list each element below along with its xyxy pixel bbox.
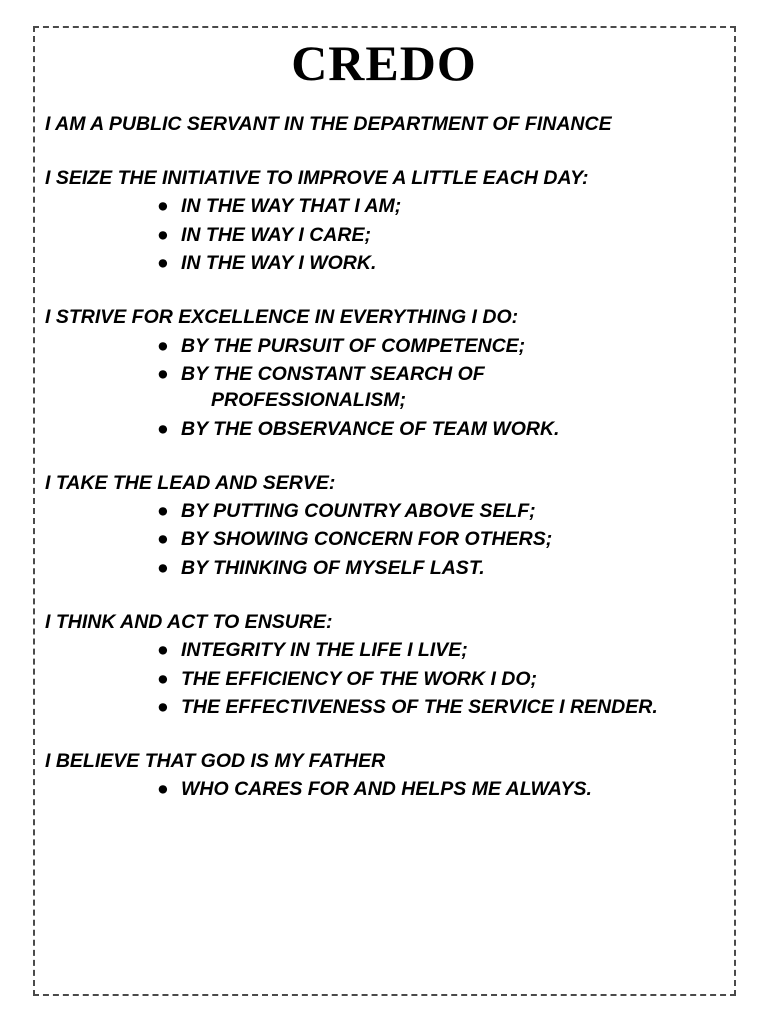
section-initiative [45,164,735,278]
list-item: ● BY THINKING OF MYSELF LAST. [45,554,735,582]
section-think-and-act [45,608,735,722]
bullet-icon: ● [157,696,169,719]
section-excellence [45,303,735,443]
list-item: ● BY SHOWING CONCERN FOR OTHERS; [45,525,735,553]
list-item: ● THE EFFICIENCY OF THE WORK I DO; [45,665,735,693]
list-item: ● IN THE WAY THAT I AM; [45,192,735,220]
bullet-icon: ● [157,556,169,579]
list-item: ● IN THE WAY I CARE; [45,221,735,249]
bullet-icon: ● [157,223,169,246]
list-item: ● THE EFFECTIVENESS OF THE SERVICE I RENDER. [45,693,735,721]
statement-public-servant: I AM A PUBLIC SERVANT IN THE DEPARTMENT OF FINANCE [45,113,612,135]
bullet-icon: ● [157,417,169,440]
section-heading: I THINK AND ACT TO ENSURE: [45,610,333,633]
bullet-icon: ● [157,778,169,801]
list-item: ● BY THE CONSTANT SEARCH OF [45,360,735,388]
section-heading: I SEIZE THE INITIATIVE TO IMPROVE A LITTLE EACH DAY: [45,166,589,189]
list-item: ● BY THE PURSUIT OF COMPETENCE; [45,332,735,360]
bullet-icon: ● [157,639,169,662]
bullet-icon: ● [157,334,169,357]
bullet-icon: ● [157,667,169,690]
section-belief [45,747,735,804]
bullet-icon: ● [157,195,169,218]
bullet-icon: ● [157,528,169,551]
list-item: ● BY THE OBSERVANCE OF TEAM WORK. [45,415,735,443]
section-heading: I STRIVE FOR EXCELLENCE IN EVERYTHING I DO: [45,306,519,329]
list-item-continuation: PROFESSIONALISM; [211,389,407,412]
section-lead-and-serve [45,469,735,583]
section-heading: I TAKE THE LEAD AND SERVE: [45,471,336,494]
list-item: ● INTEGRITY IN THE LIFE I LIVE; [45,636,735,664]
list-item: ● WHO CARES FOR AND HELPS ME ALWAYS. [45,775,735,803]
bullet-icon: ● [157,362,169,385]
document-title: CREDO [291,35,477,91]
bullet-icon: ● [157,252,169,275]
list-item: ● BY PUTTING COUNTRY ABOVE SELF; [45,497,735,525]
credo-body [45,110,735,804]
section-heading: I BELIEVE THAT GOD IS MY FATHER [45,750,386,772]
list-item: ● IN THE WAY I WORK. [45,249,735,277]
bullet-icon: ● [157,500,169,523]
